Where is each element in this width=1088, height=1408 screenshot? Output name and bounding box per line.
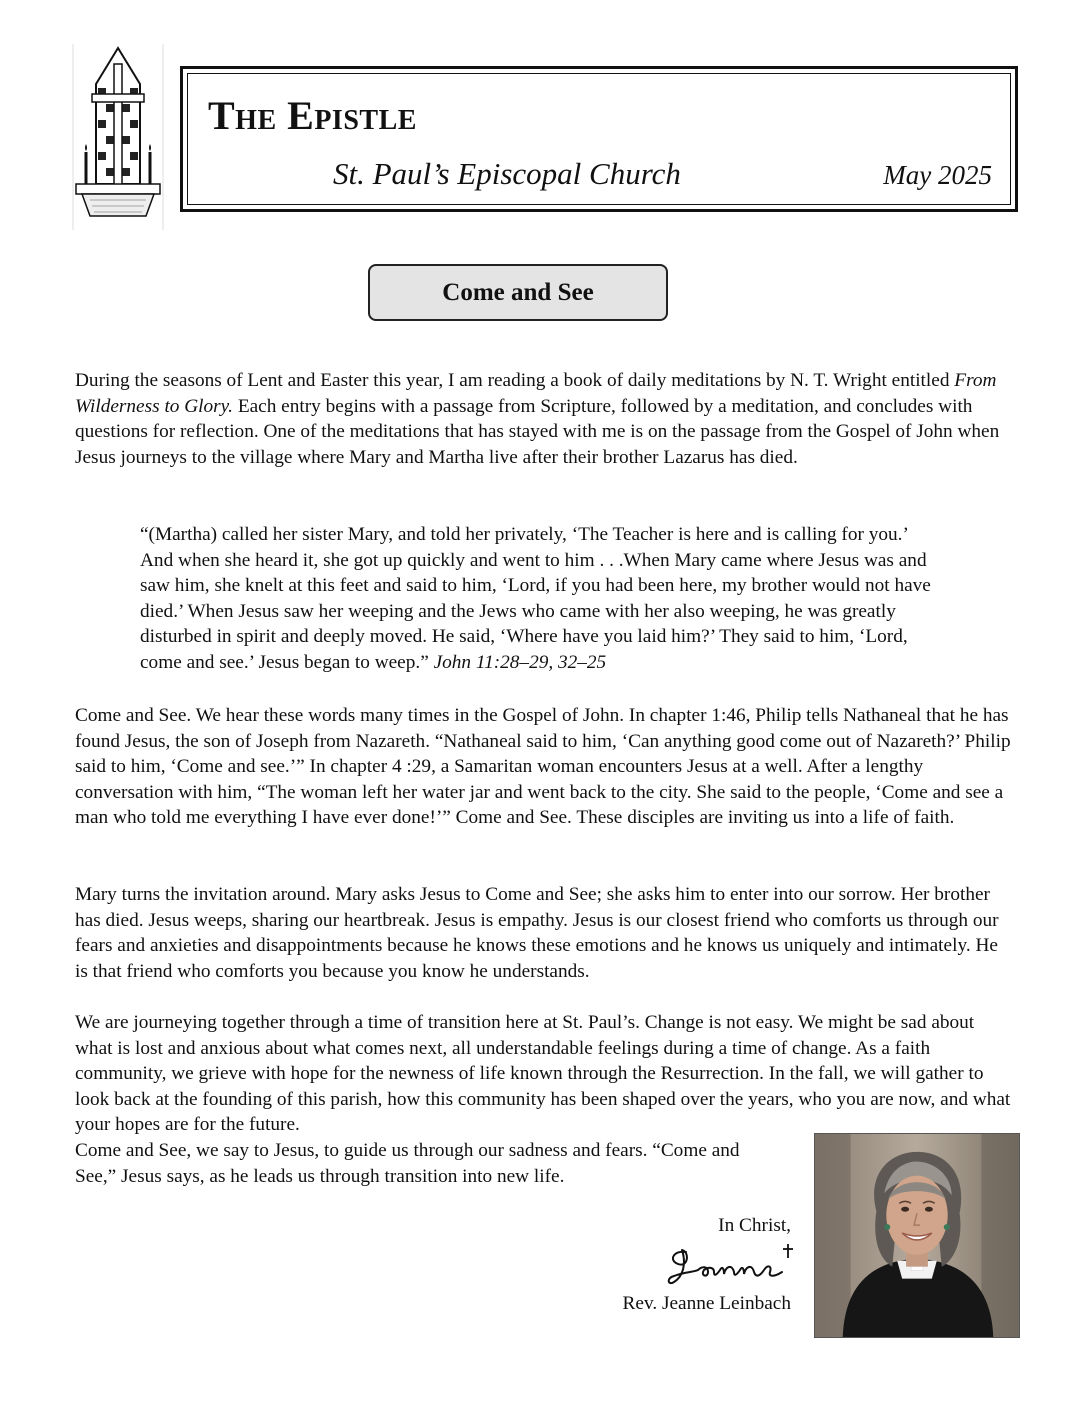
paragraph-intro-text-a: During the seasons of Lent and Easter this year, I am reading a book of daily meditations by N. T. Wright entitled <box>75 370 955 391</box>
newsletter-title: The Epistle <box>208 93 417 138</box>
church-name: St. Paul’s Episcopal Church <box>333 156 681 191</box>
paragraph-invitation: Mary turns the invitation around. Mary asks Jesus to Come and See; she asks him to enter into our sorrow. Her brother has died. Jesus weeps, sharing our heartbreak. Jesus is empathy. Jesus is our closest friend who comforts us through our fears and anxieties and disappointments because he knows these emotions and he knows us uniquely and intimately. He is that friend who comforts you because you know he understands. <box>75 884 999 982</box>
issue-date: May 2025 <box>883 160 992 190</box>
paragraph-come-and-see: Come and See. We hear these words many times in the Gospel of John. In chapter 1:46, Philip tells Nathaneal that he has found Jesus, the son of Joseph from Nazareth. “Nathaneal said to him, ‘Can anything good come out of Nazareth?’ Philip said to him, ‘Come and see.’” In chapter 4 :29, a Samaritan woman encounters Jesus at a well. After a lengthy conversation with him, “The woman left her water jar and went back to the city. She said to the people, ‘Come and see a man who told me everything I have ever done!’” Come and See. These disciples are inviting us into a life of faith. <box>75 705 1011 829</box>
masthead-inner-border <box>187 73 1011 205</box>
paragraph-intro <box>75 368 1015 470</box>
scripture-reference: John 11:28–29, 32–25 <box>433 651 607 673</box>
section-title: Come and See <box>368 264 668 321</box>
masthead <box>180 66 1018 212</box>
author-portrait-photo <box>814 1133 1020 1338</box>
paragraph-transition-text-a: We are journeying together through a time of transition here at St. Paul’s. Change is not easy. We might be sad about what is lost and anxious about what comes next, all understandable feelings during a time of change. As a faith community, we grieve with hope for the newness of life known through the Resurrection. In the fall, we will gather to look back at the founding of this parish, how this community has been shaped over the years, who you are now, and what your hopes are for the future. <box>75 1012 1011 1136</box>
paragraph-intro-text-b: Each entry begins with a passage from Scripture, followed by a meditation, and concludes with questions for reflection. One of the meditations that has stayed with me is on the passage from the Gospel of John when Jesus journeys to the village where Mary and Martha live after their brother Lazarus has died. <box>75 395 1000 468</box>
church-window-logo-icon <box>70 44 166 230</box>
handwritten-signature <box>664 1242 799 1290</box>
author-name: Rev. Jeanne Leinbach <box>622 1293 791 1314</box>
scripture-quote-text: “(Martha) called her sister Mary, and told her privately, ‘The Teacher is here and is calling for you.’ And when she heard it, she got up quickly and went to him . . .When Mary came where Jesus was and saw him, she knelt at this feet and said to him, ‘Lord, if you had been here, my brother would not have died.’ When Jesus saw her weeping and the Jews who came with her also weeping, he was greatly disturbed in spirit and deeply moved. He said, ‘Where have you laid him?’ They said to him, ‘Lord, come and see.’ Jesus began to weep.” <box>140 524 931 673</box>
closing-salutation: In Christ, <box>718 1215 791 1236</box>
paragraph-transition-text-b: Come and See, we say to Jesus, to guide us through our sadness and fears. “Come and See,” Jesus says, as he leads us through transition into new life. <box>75 1139 740 1187</box>
book-title: From Wilderness to Glory. <box>75 370 997 417</box>
scripture-quote <box>140 522 940 676</box>
